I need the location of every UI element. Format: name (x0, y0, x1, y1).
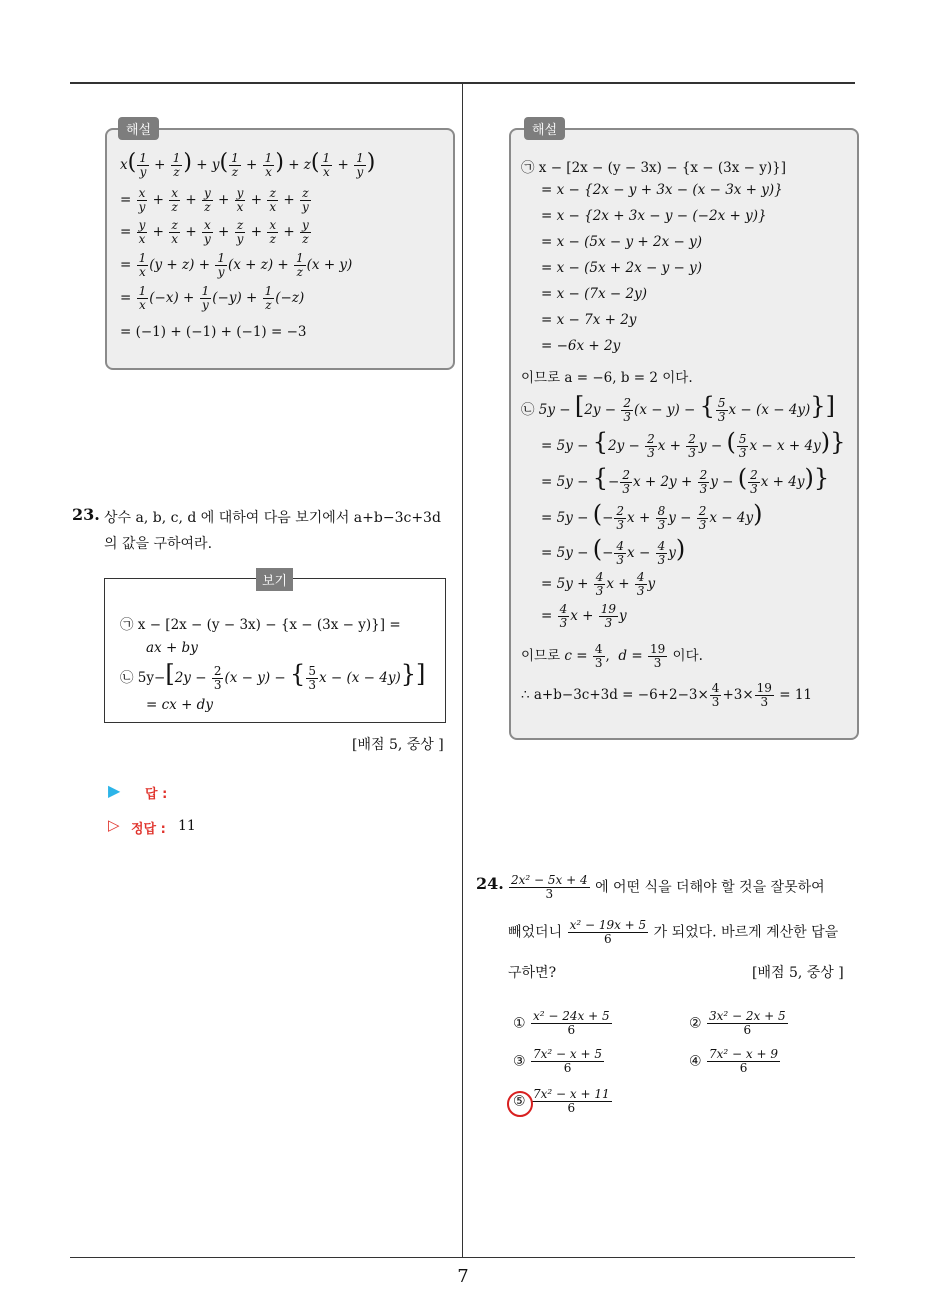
left-sol-line-4: = $\frac{1}{x}$ (y + z) + $\frac{1}{y}$ (x + z) + $\frac{1}{z}$ (x + y) (120, 251, 353, 279)
choice-3-den: 6 (563, 1061, 572, 1075)
q23-bogi-item2-line1: ㉡ 5y−[2y − $\frac{2}{3}$ (x − y) − { $\frac{5}{3}$ x − (x − 4y)}] (120, 660, 426, 692)
right-solution-tag: 해설 (524, 117, 565, 140)
choice-2-den: 6 (743, 1023, 752, 1037)
choice-4-den: 6 (739, 1061, 748, 1075)
choice-4-mark: ④ (689, 1053, 702, 1070)
q23-bogi-tag: 보기 (256, 568, 293, 591)
q24-line3: 구하면? (508, 965, 557, 981)
choice-5-mark: ⑤ (513, 1093, 526, 1110)
choice-1-den: 6 (567, 1023, 576, 1037)
right-sol-b-line-5: = 5y − (− $\frac{4}{3}$ x − $\frac{4}{3}$ y) (541, 535, 686, 567)
q24-line1-tail: 에 어떤 식을 더해야 할 것을 잘못하여 (595, 879, 825, 896)
left-sol-line-3: = $\frac{y}{x}$ + $\frac{z}{x}$ + $\frac{x}{y}$ + $\frac{z}{y}$ + $\frac{x}{z}$ + $\frac{y}{z}$ (120, 218, 309, 246)
left-sol-line-1: x( $\frac{1}{y}$ + $\frac{1}{z}$ ) + y( $\frac{1}{z}$ + $\frac{1}{x}$ ) + z( $\frac{1}{x}$ + $\frac{1}{y}$ ) (120, 150, 376, 179)
right-sol-b-line-1: ㉡ 5y − [2y − $\frac{2}{3}$ (x − y) − { $\frac{5}{3}$ x − (x − 4y)}] (521, 392, 835, 424)
conclusion-b-tail: 이다. (672, 648, 703, 664)
q24-frac1-num: 2x² − 5x + 4 (511, 873, 588, 887)
right-sol-conclusion-a: 이므로 a = −6, b = 2 이다. (521, 370, 693, 386)
q23-bogi-item2-prefix: ㉡ 5y− (120, 670, 166, 686)
choice-4-num: 7x² − x + 9 (709, 1047, 778, 1061)
choice-1-num: x² − 24x + 5 (533, 1009, 610, 1023)
right-sol-line-8: = −6x + 2y (541, 338, 621, 354)
choice-1[interactable] (513, 1010, 613, 1037)
right-sol-b-line-4: = 5y − (− $\frac{2}{3}$ x + $\frac{8}{3}$ y − $\frac{2}{3}$ x − 4y) (541, 500, 763, 532)
correct-answer-label: 정답 : (131, 822, 166, 837)
left-solution-tag: 해설 (118, 117, 159, 140)
left-sol-line-5: = $\frac{1}{x}$ (−x) + $\frac{1}{y}$ (−y) + $\frac{1}{z}$ (−z) (120, 284, 305, 312)
right-sol-line-4: = x − (5x − y + 2x − y) (541, 234, 702, 250)
right-sol-line-5: = x − (5x + 2x − y − y) (541, 260, 702, 276)
column-divider (462, 84, 463, 1257)
final-head: ∴ a+b−3c+3d = −6+2−3× (521, 687, 709, 703)
q24-frac2-den: 6 (604, 932, 612, 946)
choice-3-num: 7x² − x + 5 (533, 1047, 602, 1061)
answer-arrow-icon: ▶ (108, 781, 121, 800)
correct-arrow-icon: ▷ (108, 816, 120, 834)
choice-2-num: 3x² − 2x + 5 (709, 1009, 786, 1023)
q23-bogi-item1-line2: ax + by (146, 640, 198, 656)
choice-3-mark: ③ (513, 1053, 526, 1070)
q23-text-line1: 상수 a, b, c, d 에 대하여 다음 보기에서 a+b−3c+3d (104, 510, 441, 526)
q24-score: [배점 5, 중상 ] (752, 965, 844, 981)
q24-line1 (508, 874, 825, 901)
choice-2-mark: ② (689, 1015, 702, 1032)
correct-choice-circle-icon (507, 1091, 533, 1117)
choice-1-mark: ① (513, 1015, 526, 1032)
right-sol-b-line-6: = 5y + $\frac{4}{3}$ x + $\frac{4}{3}$ y (541, 570, 656, 598)
correct-answer-value: 11 (178, 818, 196, 834)
final-result: = 11 (779, 687, 813, 703)
right-sol-final: ∴ a+b−3c+3d = −6+2−3× $\frac{4}{3}$ +3× $\frac{19}{3}$ = 11 (521, 681, 813, 709)
q23-text-line2: 의 값을 구하여라. (104, 536, 213, 552)
q23-bogi-item2-line2: = cx + dy (146, 697, 213, 713)
choice-5-den: 6 (567, 1101, 576, 1115)
right-sol-b-line-3: = 5y − {− $\frac{2}{3}$ x + 2y + $\frac{2}{3}$ y − ( $\frac{2}{3}$ x + 4y)} (541, 464, 830, 496)
q23-number: 23. (72, 505, 100, 524)
right-sol-line-1: ㉠ x − [2x − (y − 3x) − {x − (3x − y)}] (521, 160, 787, 176)
choice-3[interactable] (513, 1048, 605, 1075)
answer-label: 답 : (145, 787, 168, 802)
q24-number: 24. (476, 874, 504, 893)
bottom-rule (70, 1257, 855, 1258)
right-sol-conclusion-b: 이므로 c = $\frac{4}{3}$ , d = $\frac{19}{3}$ 이다. (521, 642, 703, 670)
left-sol-line-2: = $\frac{x}{y}$ + $\frac{x}{z}$ + $\frac{y}{z}$ + $\frac{y}{x}$ + $\frac{z}{x}$ + $\frac{z}{y}$ (120, 186, 309, 214)
q24-line2-tail: 가 되었다. 바르게 계산한 답을 (653, 924, 839, 941)
choice-2[interactable] (689, 1010, 789, 1037)
right-sol-b-line-7: = $\frac{4}{3}$ x + $\frac{19}{3}$ y (541, 602, 627, 630)
q23-bogi-item1-line1: ㉠ x − [2x − (y − 3x) − {x − (3x − y)}] = (120, 617, 401, 633)
page-number: 7 (457, 1266, 469, 1287)
q24-line2 (508, 919, 838, 946)
q23-score: [배점 5, 중상 ] (352, 737, 444, 753)
choice-4[interactable] (689, 1048, 781, 1075)
right-sol-b-line-2: = 5y − {2y − $\frac{2}{3}$ x + $\frac{2}{3}$ y − ( $\frac{5}{3}$ x − x + 4y)} (541, 428, 846, 460)
right-sol-line-3: = x − {2x + 3x − y − (−2x + y)} (541, 208, 767, 224)
right-sol-line-6: = x − (7x − 2y) (541, 286, 647, 302)
left-sol-line-6: = (−1) + (−1) + (−1) = −3 (120, 324, 307, 340)
q24-line2-head: 빼었더니 (508, 924, 563, 941)
choice-5-num: 7x² − x + 11 (533, 1087, 610, 1101)
q24-frac1-den: 3 (545, 887, 554, 901)
right-sol-line-2: = x − {2x − y + 3x − (x − 3x + y)} (541, 182, 783, 198)
conclusion-b-head: 이므로 (521, 648, 561, 664)
q24-frac2-num: x² − 19x + 5 (569, 918, 647, 932)
right-sol-line-7: = x − 7x + 2y (541, 312, 637, 328)
